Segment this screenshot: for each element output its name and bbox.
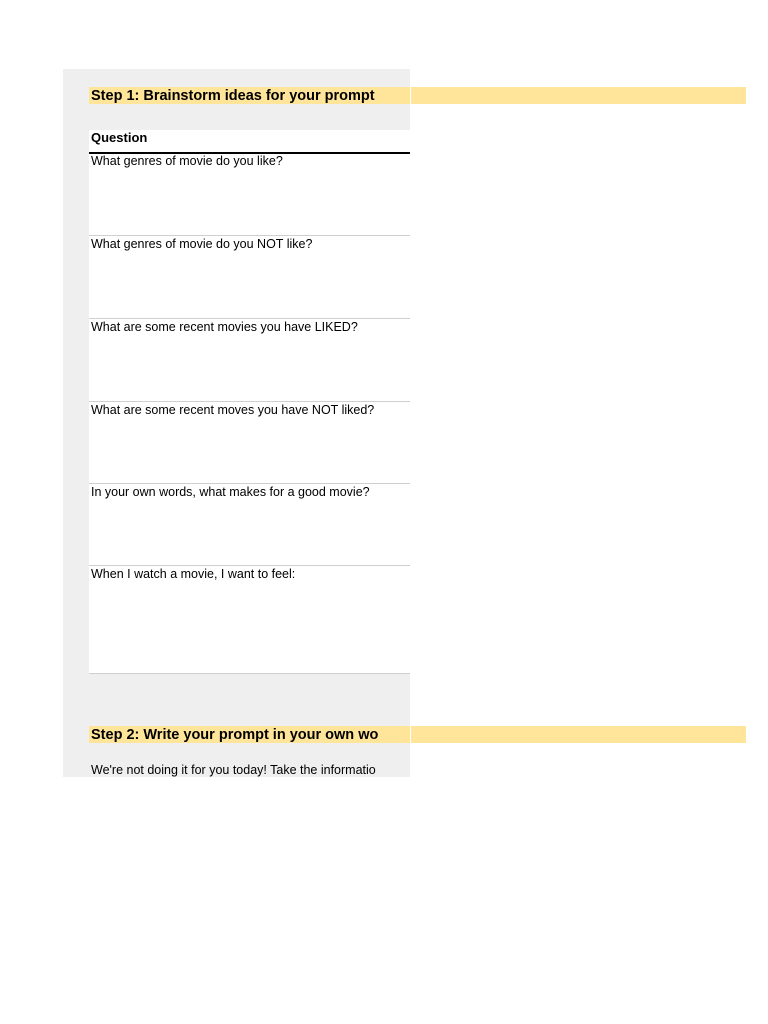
question-text: What are some recent moves you have NOT liked? xyxy=(91,403,375,417)
question-row-recent-not-liked[interactable] xyxy=(89,402,410,484)
question-row-good-movie[interactable] xyxy=(89,484,410,566)
question-row-want-to-feel[interactable] xyxy=(89,566,410,674)
step2-description: We're not doing it for you today! Take the informatio xyxy=(91,763,376,777)
step1-heading-row xyxy=(89,87,746,104)
step1-highlight-bar xyxy=(411,87,746,104)
question-text: What genres of movie do you NOT like? xyxy=(91,237,313,251)
step2-heading-row xyxy=(89,726,746,743)
step2-highlight-bar xyxy=(411,726,746,743)
step2-heading: Step 2: Write your prompt in your own wo xyxy=(91,727,379,743)
question-row-genres-liked[interactable] xyxy=(89,153,410,236)
question-text: In your own words, what makes for a good movie? xyxy=(91,485,370,499)
question-row-genres-not-liked[interactable] xyxy=(89,236,410,319)
question-text: What genres of movie do you like? xyxy=(91,154,283,168)
step1-heading: Step 1: Brainstorm ideas for your prompt xyxy=(91,88,375,104)
question-column-header: Question xyxy=(91,130,148,145)
question-text: What are some recent movies you have LIKED? xyxy=(91,320,358,334)
question-row-recent-liked[interactable] xyxy=(89,319,410,402)
question-text: When I watch a movie, I want to feel: xyxy=(91,567,296,581)
